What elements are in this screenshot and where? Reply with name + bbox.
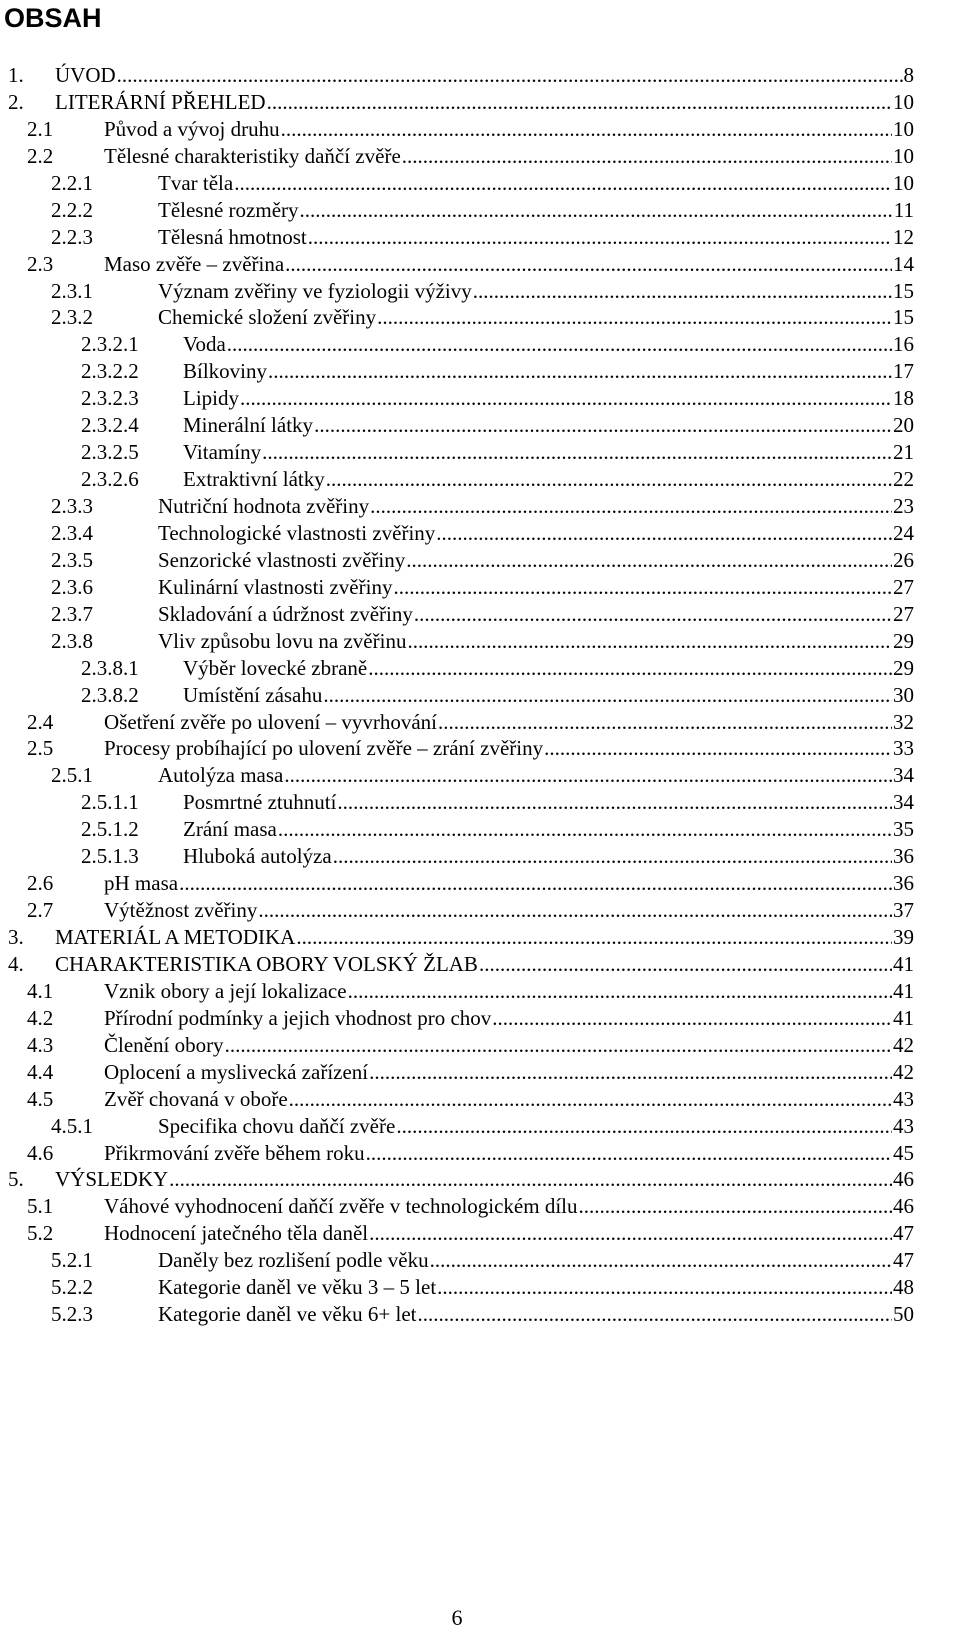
toc-entry-title: Maso zvěře – zvěřina [104, 251, 285, 276]
toc-entry-page: 46 [893, 1194, 914, 1219]
dot-leader [281, 116, 892, 143]
toc-entry-page: 10 [893, 170, 914, 195]
toc-entry[interactable] [8, 601, 914, 628]
toc-entry-number: 5.2 [27, 1221, 54, 1246]
toc-entry-number: 5.2.2 [51, 1275, 93, 1300]
toc-entry[interactable] [8, 1301, 914, 1328]
toc-entry-number: 2. [8, 89, 24, 114]
toc-entry[interactable] [8, 1166, 914, 1193]
toc-entry-title: Výtěžnost zvěřiny [104, 898, 258, 923]
toc-entry[interactable] [8, 466, 914, 493]
dot-leader [430, 1247, 892, 1274]
toc-entry-title: Přírodní podmínky a jejich vhodnost pro chov [104, 1005, 492, 1030]
toc-entry[interactable] [8, 170, 914, 197]
toc-entry-title: Váhové vyhodnocení daňčí zvěře v technologickém dílu [104, 1194, 578, 1219]
toc-entry-page: 10 [893, 116, 914, 141]
toc-entry-number: 2.3.6 [51, 574, 93, 599]
toc-entry[interactable] [8, 439, 914, 466]
toc-entry-number: 4. [8, 951, 24, 976]
toc-entry[interactable] [8, 547, 914, 574]
toc-entry-page: 35 [893, 817, 914, 842]
toc-entry[interactable] [8, 709, 914, 736]
toc-entry-page: 37 [893, 898, 914, 923]
toc-entry-title: Extraktivní látky [183, 467, 325, 492]
toc-entry-number: 2.3.2.3 [81, 386, 139, 411]
toc-entry-page: 39 [893, 925, 914, 949]
dot-leader [284, 762, 892, 789]
toc-entry-title: Zvěř chovaná v oboře [104, 1086, 288, 1111]
dot-leader [296, 924, 892, 951]
toc-entry-page: 18 [893, 386, 914, 411]
toc-entry-number: 2.2.1 [51, 170, 93, 195]
toc-entry-number: 2.7 [27, 898, 54, 923]
toc-entry-page: 29 [893, 628, 914, 653]
dot-leader [337, 789, 892, 816]
toc-entry-page: 26 [893, 547, 914, 572]
toc-entry-page: 17 [893, 359, 914, 384]
dot-leader [289, 1086, 892, 1113]
toc-entry-number: 2.5.1.2 [81, 817, 139, 842]
dot-leader [406, 547, 892, 574]
toc-entry[interactable] [8, 1032, 914, 1059]
toc-entry-page: 14 [893, 251, 914, 276]
toc-entry[interactable] [8, 682, 914, 709]
toc-entry-title: Nutriční hodnota zvěřiny [158, 494, 370, 518]
toc-entry-title: Ošetření zvěře po ulovení – vyvrhování [104, 709, 437, 734]
toc-entry[interactable] [8, 843, 914, 870]
toc-entry-title: Vznik obory a její lokalizace [104, 978, 347, 1003]
toc-entry-number: 4.2 [27, 1005, 54, 1030]
toc-entry-page: 11 [893, 197, 914, 222]
toc-entry[interactable] [8, 735, 914, 762]
toc-entry-number: 2.3.3 [51, 494, 93, 518]
toc-entry-page: 30 [893, 682, 914, 707]
toc-entry[interactable] [8, 574, 914, 601]
toc-entry[interactable] [8, 1274, 914, 1301]
toc-entry[interactable] [8, 278, 914, 305]
dot-leader [285, 251, 892, 278]
toc-entry[interactable] [8, 304, 914, 331]
toc-entry-title: Přikrmování zvěře během roku [104, 1140, 365, 1165]
toc-entry[interactable] [8, 143, 914, 170]
page-number: 6 [451, 1605, 463, 1630]
toc-entry-page: 22 [893, 467, 914, 492]
dot-leader [393, 574, 892, 601]
toc-entry-number: 2.3.8 [51, 628, 93, 653]
toc-entry-title: Technologické vlastnosti zvěřiny [158, 520, 436, 545]
toc-entry-title: Umístění zásahu [183, 682, 323, 707]
toc-entry-number: 4.6 [27, 1140, 54, 1165]
toc-entry[interactable] [8, 412, 914, 439]
toc-entry[interactable] [8, 1193, 914, 1220]
toc-entry-title: Bílkoviny [183, 359, 268, 384]
dot-leader [369, 1220, 892, 1247]
dot-leader [308, 224, 892, 251]
dot-leader [377, 304, 892, 331]
dot-leader [479, 951, 892, 978]
toc-entry-page: 47 [893, 1221, 914, 1246]
toc-entry-page: 24 [893, 520, 914, 545]
toc-entry-number: 5.2.3 [51, 1302, 93, 1327]
toc-entry-title: Vitamíny [183, 440, 262, 465]
toc-entry-number: 2.2 [27, 143, 54, 168]
toc-entry-number: 4.5.1 [51, 1113, 93, 1138]
toc-entry-number: 3. [8, 925, 24, 949]
toc-entry-number: 2.5.1 [51, 763, 93, 788]
toc-entry-page: 48 [893, 1275, 914, 1300]
toc-entry-number: 2.2.3 [51, 224, 93, 249]
toc-entry-title: Zrání masa [183, 817, 277, 842]
dot-leader [396, 1113, 892, 1140]
toc-entry-page: 36 [893, 871, 914, 896]
toc-entry-number: 2.3.2.4 [81, 413, 139, 438]
dot-leader [278, 816, 892, 843]
dot-leader [268, 358, 892, 385]
toc-entry[interactable] [8, 924, 914, 951]
toc-entry-title: Procesy probíhající po ulovení zvěře – zrání zvěřiny [104, 736, 544, 761]
toc-entry-title: pH masa [104, 871, 179, 896]
toc-entry-page: 42 [893, 1059, 914, 1084]
toc-entry[interactable] [8, 358, 914, 385]
toc-entry-number: 2.3.1 [51, 278, 93, 303]
dot-leader [262, 439, 892, 466]
dot-leader [437, 1274, 892, 1301]
toc-entry-page: 12 [893, 224, 914, 249]
toc-entry[interactable] [8, 655, 914, 682]
toc-entry-page: 10 [893, 143, 914, 168]
toc-entry-title: Daněly bez rozlišení podle věku [158, 1248, 429, 1273]
toc-entry-number: 2.5.1.1 [81, 790, 139, 815]
toc-entry-title: Význam zvěřiny ve fyziologii výživy [158, 278, 472, 303]
toc-entry[interactable] [8, 1220, 914, 1247]
toc-entry-page: 41 [893, 951, 914, 976]
toc-entry-title: LITERÁRNÍ PŘEHLED [55, 89, 266, 114]
toc-entry-page: 45 [893, 1140, 914, 1165]
toc-entry[interactable] [8, 224, 914, 251]
dot-leader [169, 1166, 892, 1193]
dot-leader [370, 493, 892, 520]
toc-entry-number: 2.6 [27, 871, 54, 896]
toc-entry-number: 4.3 [27, 1032, 54, 1057]
toc-entry[interactable] [8, 951, 914, 978]
table-of-contents [8, 62, 914, 1328]
toc-entry[interactable] [8, 89, 914, 116]
toc-entry-number: 1. [8, 63, 24, 87]
dot-leader [267, 89, 892, 116]
toc-entry-page: 43 [893, 1086, 914, 1111]
toc-entry-title: Voda [183, 332, 226, 357]
toc-entry-number: 2.3.2.2 [81, 359, 139, 384]
dot-leader [326, 466, 892, 493]
toc-entry[interactable] [8, 1247, 914, 1274]
toc-entry[interactable] [8, 762, 914, 789]
toc-entry[interactable] [8, 1059, 914, 1086]
toc-entry[interactable] [8, 789, 914, 816]
toc-entry-title: Tělesná hmotnost [158, 224, 307, 249]
dot-leader [225, 1032, 892, 1059]
toc-entry-page: 8 [903, 63, 914, 87]
toc-entry-title: Hodnocení jatečného těla daněl [104, 1221, 369, 1246]
toc-entry-page: 50 [893, 1302, 914, 1327]
dot-leader [407, 628, 892, 655]
toc-entry-page: 23 [893, 494, 914, 518]
toc-entry-page: 33 [893, 736, 914, 761]
dot-leader [323, 682, 892, 709]
toc-entry-number: 2.2.2 [51, 197, 93, 222]
toc-entry-page: 32 [893, 709, 914, 734]
toc-entry-title: Skladování a údržnost zvěřiny [158, 601, 413, 626]
toc-entry-title: ÚVOD [55, 63, 116, 87]
toc-entry[interactable] [8, 493, 914, 520]
toc-entry-number: 2.5 [27, 736, 54, 761]
toc-entry-title: Specifika chovu daňčí zvěře [158, 1113, 396, 1138]
toc-entry-number: 2.3.7 [51, 601, 93, 626]
dot-leader [368, 655, 892, 682]
toc-entry-title: Původ a vývoj druhu [104, 116, 280, 141]
toc-entry[interactable] [8, 870, 914, 897]
toc-entry-number: 2.3.2 [51, 305, 93, 330]
toc-entry-title: Tělesné rozměry [158, 197, 299, 222]
toc-entry-title: Kategorie daněl ve věku 6+ let [158, 1302, 417, 1327]
toc-entry-title: Kategorie daněl ve věku 3 – 5 let [158, 1275, 437, 1300]
toc-entry-page: 47 [893, 1248, 914, 1273]
toc-entry-title: Členění obory [104, 1032, 224, 1057]
dot-leader [366, 1140, 892, 1167]
dot-leader [579, 1193, 892, 1220]
toc-entry-title: Lipidy [183, 386, 239, 411]
toc-entry-number: 5.1 [27, 1194, 54, 1219]
toc-entry[interactable] [8, 628, 914, 655]
dot-leader [179, 870, 892, 897]
toc-entry[interactable] [8, 816, 914, 843]
toc-entry-number: 2.1 [27, 116, 54, 141]
toc-entry-page: 46 [893, 1167, 914, 1192]
dot-leader [492, 1005, 892, 1032]
toc-entry-page: 29 [893, 655, 914, 680]
toc-entry-number: 2.3 [27, 251, 54, 276]
toc-entry-number: 2.3.5 [51, 547, 93, 572]
dot-leader [300, 197, 893, 224]
dot-leader [544, 735, 892, 762]
toc-entry-title: Kulinární vlastnosti zvěřiny [158, 574, 393, 599]
toc-entry[interactable] [8, 62, 914, 89]
dot-leader [473, 278, 892, 305]
toc-entry-page: 27 [893, 574, 914, 599]
dot-leader [438, 709, 892, 736]
toc-entry-page: 10 [893, 89, 914, 114]
toc-entry[interactable] [8, 251, 914, 278]
toc-entry-number: 2.4 [27, 709, 54, 734]
dot-leader [333, 843, 892, 870]
toc-entry-number: 2.3.2.6 [81, 467, 139, 492]
toc-entry-number: 2.3.2.5 [81, 440, 139, 465]
toc-entry-title: Chemické složení zvěřiny [158, 305, 377, 330]
toc-entry-title: Tělesné charakteristiky daňčí zvěře [104, 143, 401, 168]
toc-entry-number: 5. [8, 1167, 24, 1192]
dot-leader [436, 520, 892, 547]
toc-entry[interactable] [8, 197, 914, 224]
toc-entry-number: 4.1 [27, 978, 54, 1003]
toc-entry-number: 2.3.8.2 [81, 682, 139, 707]
toc-entry-title: Minerální látky [183, 413, 314, 438]
toc-entry[interactable] [8, 1140, 914, 1167]
toc-entry-title: Výběr lovecké zbraně [183, 655, 368, 680]
toc-entry-page: 15 [893, 278, 914, 303]
dot-leader [418, 1301, 893, 1328]
dot-leader [234, 170, 892, 197]
toc-entry-number: 2.3.8.1 [81, 655, 139, 680]
toc-entry-number: 2.3.4 [51, 520, 93, 545]
toc-entry-number: 2.5.1.3 [81, 844, 139, 869]
dot-leader [369, 1059, 892, 1086]
toc-entry[interactable] [8, 1086, 914, 1113]
toc-entry-page: 41 [893, 978, 914, 1003]
toc-entry-title: Vliv způsobu lovu na zvěřinu [158, 628, 407, 653]
dot-leader [240, 385, 892, 412]
toc-entry[interactable] [8, 978, 914, 1005]
toc-entry-number: 5.2.1 [51, 1248, 93, 1273]
toc-entry-page: 16 [893, 332, 914, 357]
toc-entry-page: 34 [893, 763, 914, 788]
toc-entry-title: Autolýza masa [158, 763, 284, 788]
toc-entry-title: Tvar těla [158, 170, 234, 195]
dot-leader [402, 143, 892, 170]
toc-entry-title: VÝSLEDKY [55, 1167, 169, 1192]
toc-entry-page: 41 [893, 1005, 914, 1030]
dot-leader [258, 897, 892, 924]
toc-entry-title: Senzorické vlastnosti zvěřiny [158, 547, 406, 572]
toc-entry[interactable] [8, 331, 914, 358]
toc-entry[interactable] [8, 385, 914, 412]
toc-entry-page: 42 [893, 1032, 914, 1057]
toc-entry[interactable] [8, 1005, 914, 1032]
toc-entry-page: 21 [893, 440, 914, 465]
toc-entry-page: 34 [893, 790, 914, 815]
dot-leader [227, 331, 892, 358]
dot-leader [348, 978, 892, 1005]
toc-entry-number: 2.3.2.1 [81, 332, 139, 357]
toc-entry-number: 4.5 [27, 1086, 54, 1111]
dot-leader [414, 601, 892, 628]
toc-entry-title: CHARAKTERISTIKA OBORY VOLSKÝ ŽLAB [55, 951, 478, 976]
page-heading: OBSAH [4, 3, 102, 33]
toc-entry-title: Oplocení a myslivecká zařízení [104, 1059, 369, 1084]
toc-entry[interactable] [8, 520, 914, 547]
toc-entry[interactable] [8, 1113, 914, 1140]
toc-entry[interactable] [8, 116, 914, 143]
toc-entry-title: MATERIÁL A METODIKA [55, 925, 296, 949]
toc-entry-page: 36 [893, 844, 914, 869]
toc-entry-title: Hluboká autolýza [183, 844, 332, 869]
toc-entry-number: 4.4 [27, 1059, 54, 1084]
toc-entry-title: Posmrtné ztuhnutí [183, 790, 337, 815]
toc-entry-page: 20 [893, 413, 914, 438]
dot-leader [117, 62, 903, 89]
toc-entry-page: 27 [893, 601, 914, 626]
toc-entry-page: 15 [893, 305, 914, 330]
dot-leader [314, 412, 892, 439]
toc-entry-page: 43 [893, 1113, 914, 1138]
toc-entry[interactable] [8, 897, 914, 924]
